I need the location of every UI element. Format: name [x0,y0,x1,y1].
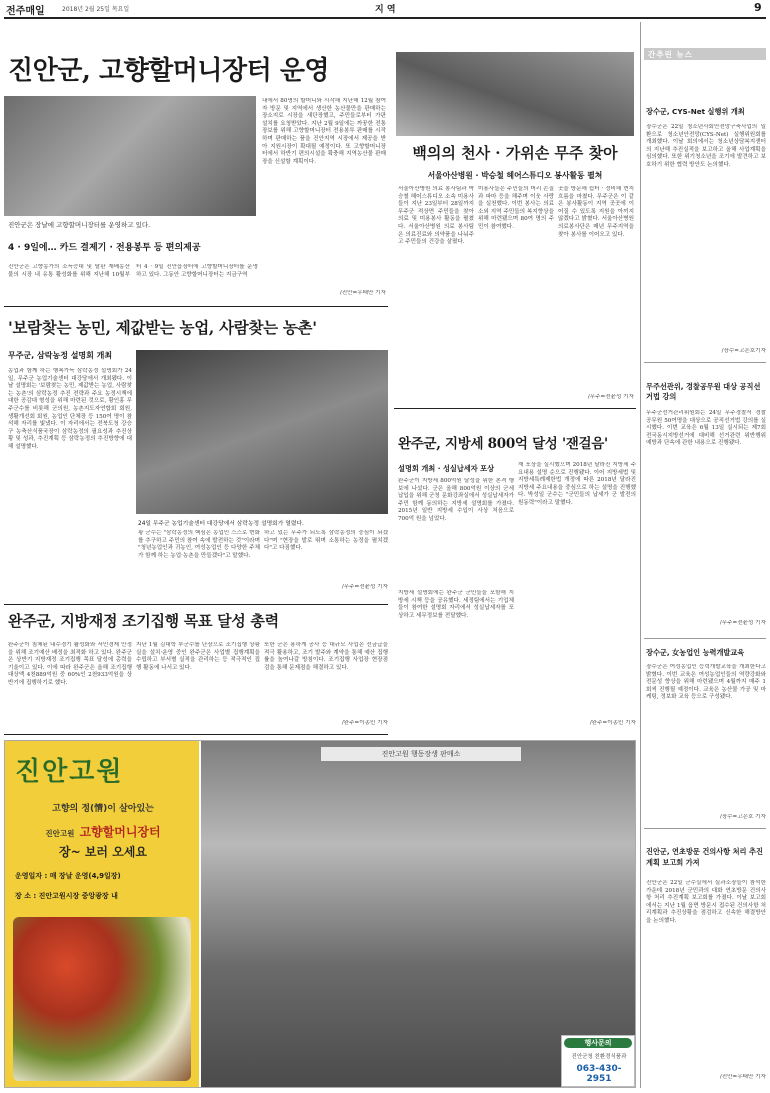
sidebar-header-band [644,48,766,60]
sidebar-item-body-0: 장수군은 22일 청소년사회안전망구축사업의 일환으로 청소년안전망(CYS-Net) 실행위원회를 개최했다. 이날 회의에서는 청소년상담복지센터의 지난해 추진실적을 보고하고 올해 사업계획을 심의했다. 또한 위기청소년을 조기에 발견하고 보호하기 위한 협력 방안도 논의했다. [646,124,766,168]
section-name: 지 역 [375,5,396,15]
ad-contact-bubble: 행사문의 [564,1038,632,1048]
right-top-headline: 백의의 천사 · 가위손 무주 찾아 [412,144,618,162]
right-mid-headline: 완주군, 지방세 800억 달성 '잰걸음' [398,436,608,452]
sidebar-rule-2 [644,638,766,639]
ad-left-panel [5,741,199,1087]
ad-contact-box [561,1035,635,1087]
sidebar-item-byline-0: /장수=고은호기자 [721,348,766,354]
third-story-body-col3: 또한 군은 용하게 공사 등 대규모 사업은 선금급을 적극 활용하고, 조기 발주와 계약을 통해 예산 집행률을 높여나갈 방침이다. 조기집행 사업장 현장점검을 통해 문제점을 해결하고 있다. [264,642,388,671]
right-top-subhead: 서울아산병원 · 박승철 헤어스튜디오 봉사활동 펼쳐 [427,171,603,180]
sidebar-item-byline-3: /진안=우태만 기자 [719,1074,766,1080]
right-mid-body-col1: 완주군이 지방세 800억원 달성을 위한 본격 행보에 나섰다. 군은 올해 800억원 이상의 군세 납입을 위해 군청 문화강좌실에서 성실납세자가 주민 함께 동의하는 지방세 설명회를 가졌다. 2015년 일반 지방세 수입이 사상 처음으로 700억 원을 넘었다. [398,478,514,522]
sidebar-item-title-1: 무주선관위, 경찰공무원 대상 공직선거법 강의 [646,382,761,401]
second-story-bottom-rule [4,604,388,605]
top-story-headline: 진안군, 고향할머니장터 운영 [8,56,330,84]
page-number: 9 [754,1,762,14]
second-story-subhead: 무주군, 삼락농정 설명회 개최 [8,351,113,360]
ad-days-value: 매 장날 운영(4,9일장) [49,872,121,880]
second-story-byline: /무주=전윤성 기자 [341,584,388,590]
top-story-bottom-rule [4,306,388,307]
sidebar-item-title-0: 장수군, CYS-Net 실행위 개최 [646,107,745,116]
right-top-byline: /무주=전윤성 기자 [587,394,634,400]
right-top-body-col3: 곳을 방문해 쉼터 · 정비해 현지 흐름을 마쳤다. 무주군은 이 같은 봉사활동이 지역 곳곳에 이어질 수 있도록 지원을 아끼지 않겠다고 밝혔다. 서울아산병원 의료봉사단은 매년 무주지역을 찾아 봉사를 이어오고 있다. [558,186,634,238]
right-mid-body-col2: 지방세 설명회에는 완주군 군민들을 포함해 지방세 시책 등을 공유했다. 세정팀에서는 기업체들이 참여한 설명회 자리에서 성실납세자를 포상하고 세무정보를 전달했다. [398,590,514,619]
top-story-body-col2: 내에서 80명의 할머니와 시작해 지난해 12월 참여자 방문 및 지역에서 생산한 농산물만을 판매하는 장소지로 시장을 새단장했고, 주민들로부터 가판 설치를 요청받았다. 지난 2월 9일에는 까꿍한 전통장보를 위해 고향할머니장터 전용봉투 판매를 시작하며 판매하는 품을 진안지역 시장에서 제공을 받아 지원시장이 확대될 예정이다. 또 고향할머니장터에서 하반기 편의시설을 확충해 지역농산물 판매장을 신설할 계획이다. [262,98,386,165]
sidebar-item-title-3: 진안군, 연초방문 건의사항 처리 추진계획 보고회 가져 [646,847,763,867]
ad-sign-text: 진안고원 행동장생 판매소 [321,747,521,761]
third-story-body-col2: 지난 1월 김대학 부군수를 단장으로 조기집행 상황실을 설치·운영 중인 완주군은 사업별 집행계획을 수립하고 부서별 실적을 관리하는 등 적극적인 집행 활동에 나서고 있다. [136,642,260,671]
ad-line1: 고향의 정(情)이 살아있는 [52,804,154,814]
ad-contact-phone: 063-430-2951 [576,1064,622,1084]
second-story-photo-caption: 24일 무주군 농업기술센터 대강당에서 삼락농정 설명회가 열렸다. [138,521,304,527]
sidebar-header: 간추린 뉴스 [648,50,693,59]
masthead [0,0,770,16]
ad-days-label: 운영일자 : [15,872,48,880]
right-mid-byline: /완주=이종민 기자 [589,720,636,726]
second-story-body-col-b: 하고 있는 무주가 되도록 삼락농정의 중심이 되겠다"며 "현장을 발로 뛰며 소통하는 농정을 펼치겠다"고 다짐했다. [264,530,388,552]
right-top-bottom-rule [394,408,636,409]
top-story-photo-caption: 진안군은 장날에 고향할머니장터를 운영하고 있다. [8,221,151,229]
ad-line2-main: 고향할머니장터 [79,825,161,839]
top-story-byline: /진안=우태만 기자 [339,290,386,296]
second-story-photo [136,350,388,514]
top-story-subhead: 4 · 9일에… 카드 결제기 · 전용봉투 등 편의제공 [8,243,201,253]
top-story-body-col1: 진안군은 고향농가의 소득증대 및 탈판 재배농산물의 시장 내 유통 활성화를 위해 지난해 10월부터 4 · 9일 진안읍장터에 고향할머니장터를 운영하고 있다. 그동안 고향할머니장터는 지금구역 [8,264,258,278]
sidebar-item-body-1: 무주군선거관리위원회는 24일 무주경찰서 경찰공무원 50여명을 대상으로 공직선거법 강의를 실시했다. 이번 교육은 6월 13일 실시되는 제7회 전국동시지방선거에 대비해 선거관련 위반행위 예방과 단속에 관한 내용으로 진행됐다. [646,410,766,447]
advertisement [4,740,636,1088]
ad-place-value: 진안고원시장 중앙광장 내 [38,892,118,900]
ad-line2 [9,821,197,840]
second-story-headline: '보람찾는 농민, 제값받는 농업, 사람찾는 농촌' [8,318,317,337]
third-story-byline: /완주=이종민 기자 [341,720,388,726]
column-divider [640,22,641,1088]
right-mid-body-col3: 재 포상을 실시했으며 2018년 달라진 지방세 주요내용 설명 순으로 진행됐다. 이어 지방세법 및 지방세특례제한법 개정에 따른 2018년 달라진 지방세 주요내용을 중심으로 하는 설명을 진행했다. 박성일 군수는 "군민들의 납세가 군 발전의 원동력"이라고 말했다. [518,462,636,506]
ad-place-label: 장 소 : [15,892,37,900]
right-top-body-col1: 서울아산병원 의료 봉사팀과 박승철 헤어스튜디오 소속 미용사들이 지난 23일부터 28일까지 무주군 적상면 주민들을 찾아 의료 및 미용봉사 활동을 펼쳤다. 서울아산병원 의료 봉사팀은 의료진료와 의약품을 나눠주고 주민들의 건강을 살폈다. [398,186,474,246]
sidebar-item-body-2: 장수군은 여성농업인 능력개발교육을 개최한다고 밝혔다. 이번 교육은 여성농업인들의 역량강화와 전문성 향상을 위해 마련됐으며 4월까지 매주 1회씩 진행될 예정이다. 교육은 농산물 가공 및 마케팅, 정보화 교육 등으로 구성됐다. [646,664,766,701]
ad-line3: 장~ 보러 오세요 [59,845,147,859]
third-story-body-col1: 완주군이 침체된 내수경기 활성화와 서민경제 안정을 위해 조기예산 배정을 최적화 하고 있다. 완주군은 상반기 지방재정 조기집행 목표 달성에 총력을 기울이고 있다. 이에 따라 완주군은 올해 조기집행 대상액 4천889억원 중 60%인 2천933억원을 상반기에 집행하기로 했다. [8,642,132,686]
ad-brand: 진안고원 [15,757,124,787]
sidebar-rule-3 [644,828,766,829]
sidebar-rule-1 [644,362,766,363]
sidebar-item-byline-2: /장수=고은호 기자 [719,814,766,820]
ad-market-photo [201,741,635,1087]
sidebar-item-byline-1: /무주=전윤성 기자 [719,620,766,626]
right-mid-subhead: 설명회 개최 · 성실납세자 포상 [398,464,495,473]
ad-place [15,891,195,901]
third-story-headline: 완주군, 지방재정 조기집행 목표 달성 총력 [8,612,279,630]
ad-contact-office: 진안군청 친환경식품과 [571,1054,627,1060]
top-story-photo [4,96,256,216]
right-top-body-col2: 미용사들은 주민들의 머리 손질과 파마 등을 해주며 이웃 사랑을 실천했다. 이번 봉사는 의료소외 지역 주민들의 복지향상을 위해 마련됐으며 80여 명의 주민이 참여했다. [478,186,554,230]
second-story-body-left: 농업과 함께 하는 행복가득 삼락농정 설명회가 24일, 무주군 농업기술센터 대강당에서 개최됐다. 이날 설명회는 '보람찾는 농민, 제값받는 농업, 사람찾는 농촌'의 삼락농정 추진 전략과 주요 농정시책에 대한 공감대 형성을 위해 마련된 것으로, 황인홍 무주군수를 비롯해 군의원, 농촌지도자연합회 회원, 생활개선회 회원, 농업인 단체장 등 150여 명이 참석해 자리를 빛냈다. 이 자리에서는 전북도청 강승구 농축산식품국장이 삼락농정의 필요성과 추진상황 및 성과, 추진계획 등 삼락농정의 추진방향에 대해 설명했다. [8,368,132,450]
ad-line2-prefix: 진안고원 [45,829,75,838]
sidebar-item-title-2: 장수군, 女농업인 능력개발교육 [646,648,745,657]
sidebar-item-body-3: 진안군은 22일 군수실에서 실과소장들이 참석한 가운데 2018년 군민과의 대화 연초방문 건의사항 처리 추진계획 보고회를 가졌다. 이날 보고회에서는 지난 1월 읍면 방문시 접수된 건의사항 처리계획과 추진상황을 점검하고 신속한 해결방안을 논의했다. [646,880,766,924]
ad-days [15,871,195,881]
masthead-rule [4,17,766,19]
right-top-photo [396,52,634,136]
ad-produce-image [13,917,191,1081]
second-story-body-col-a: 황 군수는 "삼락농정의 핵심은 농업인 스스로 변화를 추구하고 주민의 참여 속에 발전하는 것"이라며 "청년농업인과 귀농인, 여성농업인 등 다양한 주체가 함께 하는 농업·농촌을 만들겠다"고 말했다. [138,530,260,559]
issue-date: 2018년 2월 25일 목요일 [62,6,130,13]
paper-name: 전주매일 [6,6,45,16]
third-story-bottom-rule [4,734,388,735]
